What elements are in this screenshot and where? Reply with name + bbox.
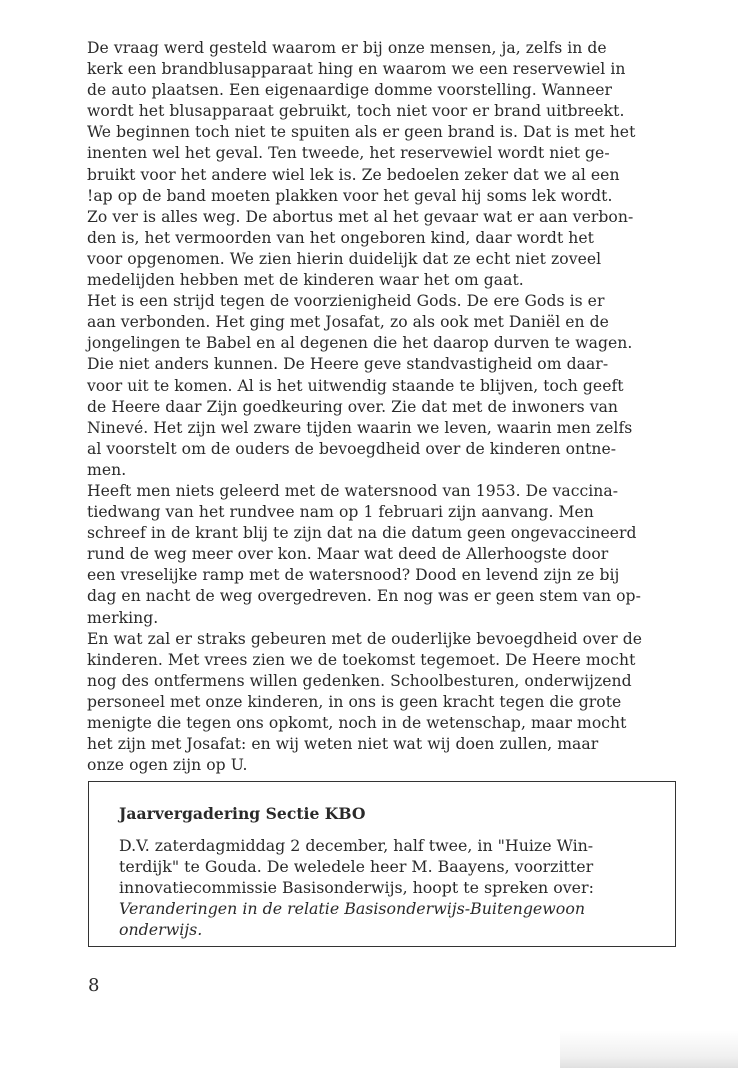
text-line: inenten wel het geval. Ten tweede, het reservewiel wordt niet ge- — [87, 144, 610, 163]
page-number: 8 — [88, 975, 100, 996]
text-line: De vraag werd gesteld waarom er bij onze mensen, ja, zelfs in de — [87, 39, 607, 57]
text-line: een vreselijke ramp met de watersnood? Dood en levend zijn ze bij — [87, 566, 620, 585]
text-line: dag en nacht de weg overgedreven. En nog was er geen stem van op- — [87, 587, 641, 606]
text-line: En wat zal er straks gebeuren met de ouderlijke bevoegdheid over de — [87, 629, 643, 648]
text-line: Het is een strijd tegen de voorzienigheid Gods. De ere Gods is er — [87, 292, 605, 311]
text-line: voor uit te komen. Al is het uitwendig staande te blijven, toch geeft — [87, 376, 624, 395]
notice-line: innovatiecommissie Basisonderwijs, hoopt te spreken over: — [119, 878, 594, 897]
notice-italic-line: Veranderingen in de relatie Basisonderwijs-Buitengewoon — [119, 899, 586, 918]
text-line: medelijden hebben met de kinderen waar het om gaat. — [87, 271, 524, 290]
text-line: schreef in de krant blij te zijn dat na die datum geen ongevaccineerd — [87, 524, 637, 543]
text-line: voor opgenomen. We zien hierin duidelijk dat ze echt niet zoveel — [87, 249, 602, 268]
text-line: al voorstelt om de ouders de bevoegdheid over de kinderen ontne- — [87, 439, 617, 458]
text-line: nog des ontfermens willen gedenken. Schoolbesturen, onderwijzend — [87, 671, 632, 690]
text-line: onze ogen zijn op U. — [87, 756, 248, 775]
text-line: personeel met onze kinderen, in ons is geen kracht tegen die grote — [87, 692, 622, 711]
text-line: den is, het vermoorden van het ongeboren kind, daar wordt het — [87, 228, 594, 247]
text-line: Die niet anders kunnen. De Heere geve standvastigheid om daar- — [87, 355, 609, 374]
scan-shadow — [560, 1030, 738, 1068]
text-line: kerk een brandblusapparaat hing en waarom we een reservewiel in — [87, 60, 626, 79]
notice-line: D.V. zaterdagmiddag 2 december, half twee, in "Huize Win- — [119, 836, 594, 855]
text-line: We beginnen toch niet te spuiten als er geen brand is. Dat is met het — [87, 123, 636, 142]
text-line: aan verbonden. Het ging met Josafat, zo als ook met Daniël en de — [87, 313, 609, 332]
text-line: het zijn met Josafat: en wij weten niet wat wij doen zullen, maar — [87, 735, 599, 754]
notice-italic-line: onderwijs. — [119, 920, 203, 939]
text-line: !ap op de band moeten plakken voor het geval hij soms lek wordt. — [87, 186, 613, 205]
text-line: kinderen. Met vrees zien we de toekomst tegemoet. De Heere mocht — [87, 650, 636, 669]
text-line: menigte die tegen ons opkomt, noch in de wetenschap, maar mocht — [87, 714, 627, 732]
text-line: men. — [87, 460, 127, 479]
notice-body — [119, 835, 674, 940]
article-body — [87, 38, 707, 776]
text-line: Ninevé. Het zijn wel zware tijden waarin we leven, waarin men zelfs — [87, 418, 633, 437]
notice-box — [88, 781, 676, 947]
notice-title: Jaarvergadering Sectie KBO — [119, 804, 366, 823]
text-line: wordt het blusapparaat gebruikt, toch niet voor er brand uitbreekt. — [87, 102, 625, 121]
text-line: tiedwang van het rundvee nam op 1 februari zijn aanvang. Men — [87, 503, 594, 522]
text-line: Zo ver is alles weg. De abortus met al het gevaar wat er aan verbon- — [87, 207, 634, 226]
text-line: merking. — [87, 608, 159, 627]
text-line: bruikt voor het andere wiel lek is. Ze bedoelen zeker dat we al een — [87, 165, 620, 184]
notice-line: terdijk" te Gouda. De weledele heer M. Baayens, voorzitter — [119, 857, 594, 876]
text-line: Heeft men niets geleerd met de watersnood van 1953. De vaccina- — [87, 481, 619, 500]
text-line: de Heere daar Zijn goedkeuring over. Zie dat met de inwoners van — [87, 397, 619, 416]
text-line: de auto plaatsen. Een eigenaardige domme voorstelling. Wanneer — [87, 81, 613, 100]
text-line: rund de weg meer over kon. Maar wat deed de Allerhoogste door — [87, 545, 609, 564]
text-line: jongelingen te Babel en al degenen die het daarop durven te wagen. — [87, 334, 633, 353]
